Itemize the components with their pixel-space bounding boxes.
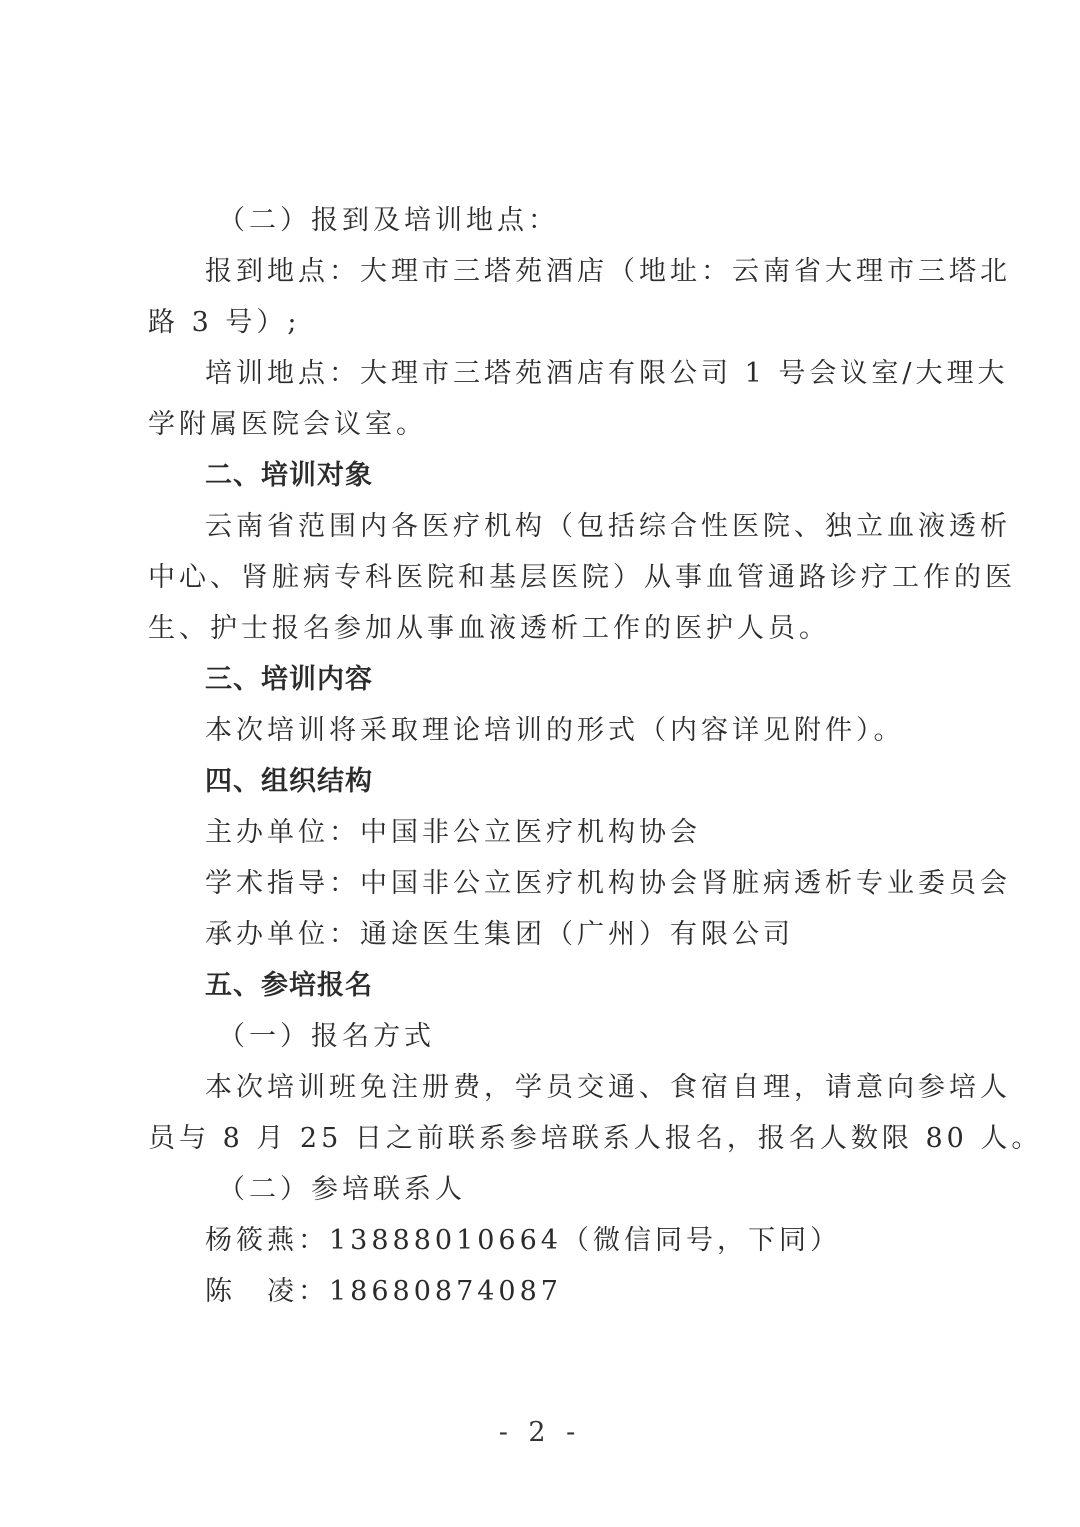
paragraph-line: 本次培训将采取理论培训的形式（内容详见附件）。 (205, 715, 905, 746)
paragraph-line: 路 3 号）; (148, 307, 301, 338)
section-heading-organization: 四、组织结构 (205, 766, 373, 797)
section-heading-registration: 五、参培报名 (205, 970, 373, 1001)
subsection-heading-contacts: （二）参培联系人 (218, 1174, 466, 1205)
paragraph-line: 云南省范围内各医疗机构（包括综合性医院、独立血液透析 (205, 511, 1011, 542)
academic-guidance-line: 学术指导：中国非公立医疗机构协会肾脏病透析专业委员会 (205, 868, 1011, 899)
paragraph-line: 中心、肾脏病专科医院和基层医院）从事血管通路诊疗工作的医 (148, 562, 1016, 593)
page-number: - 2 - (498, 1417, 582, 1448)
contact-line: 陈 凌：18680874087 (205, 1276, 562, 1307)
subsection-heading-location: （二）报到及培训地点： (218, 205, 559, 236)
paragraph-line: 本次培训班免注册费，学员交通、食宿自理，请意向参培人 (205, 1072, 1011, 1103)
paragraph-line: 员与 8 月 25 日之前联系参培联系人报名，报名人数限 80 人。 (148, 1123, 1043, 1154)
contact-line: 杨筱燕：13888010664（微信同号，下同） (205, 1225, 841, 1256)
document-body (148, 195, 1043, 1317)
subsection-heading-method: （一）报名方式 (218, 1021, 435, 1052)
paragraph-line: 报到地点：大理市三塔苑酒店（地址：云南省大理市三塔北 (205, 256, 1011, 287)
host-unit-line: 承办单位：通途医生集团（广州）有限公司 (205, 919, 794, 950)
section-heading-audience: 二、培训对象 (205, 460, 373, 491)
organizer-line: 主办单位：中国非公立医疗机构协会 (205, 817, 701, 848)
section-heading-content: 三、培训内容 (205, 664, 373, 695)
paragraph-line: 培训地点：大理市三塔苑酒店有限公司 1 号会议室/大理大 (205, 358, 1009, 389)
paragraph-line: 学附属医院会议室。 (148, 409, 427, 440)
paragraph-line: 生、护士报名参加从事血液透析工作的医护人员。 (148, 613, 830, 644)
